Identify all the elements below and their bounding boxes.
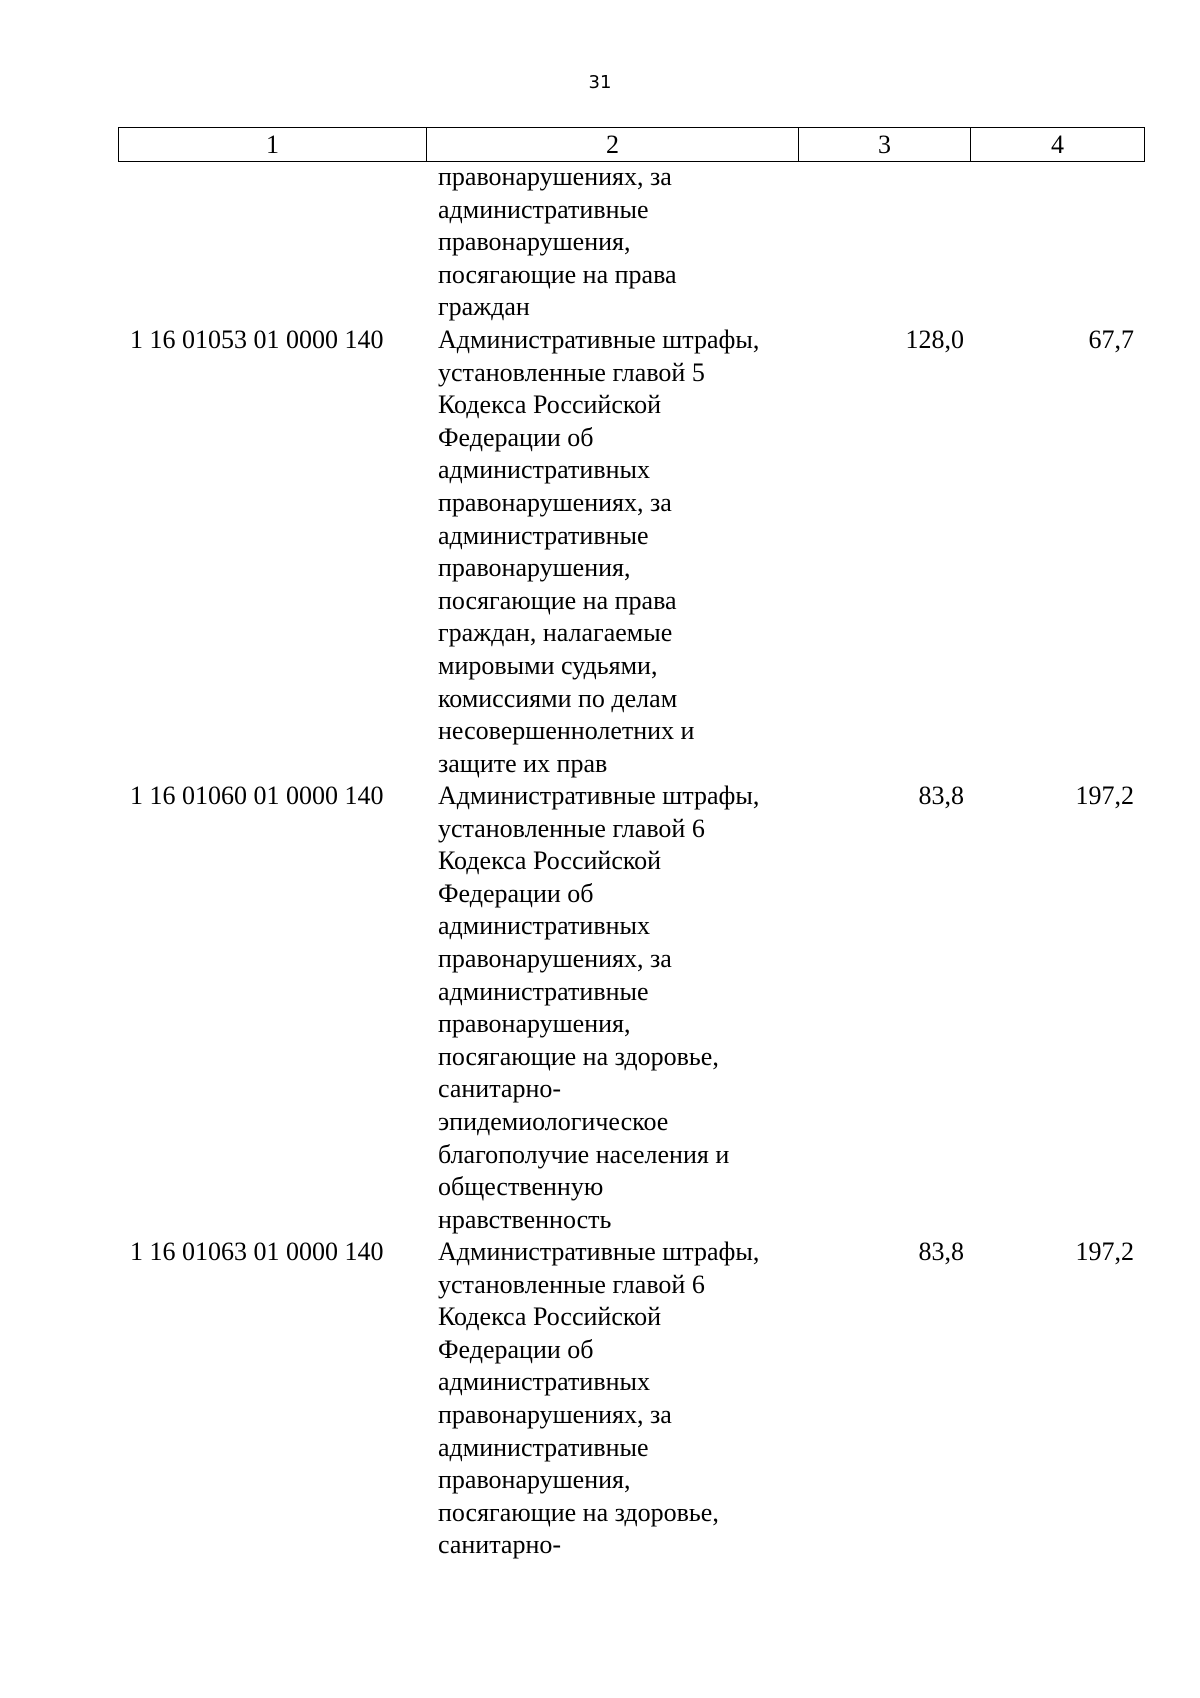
desc-line: несовершеннолетних и — [438, 716, 695, 746]
desc-line: правонарушениях, за — [438, 487, 672, 517]
desc-line: административных — [438, 1367, 650, 1397]
row-description — [438, 324, 838, 780]
desc-line: граждан — [438, 292, 530, 322]
desc-line: Федерации об — [438, 422, 594, 452]
desc-line: правонарушениях, за — [438, 162, 672, 191]
desc-line: посягающие на здоровье, — [438, 1497, 719, 1527]
desc-line: установленные главой 5 — [438, 357, 705, 387]
row-description — [438, 1236, 838, 1562]
row-value-3: 128,0 — [905, 325, 964, 354]
desc-line: административных — [438, 911, 650, 941]
desc-line: Административные штрафы, — [438, 781, 760, 810]
desc-line: защите их прав — [438, 748, 608, 778]
page-number: 31 — [588, 72, 612, 93]
column-header-1: 1 — [119, 128, 427, 162]
desc-line: административные — [438, 1432, 649, 1462]
row-code: 1 16 01060 01 0000 140 — [130, 781, 384, 810]
desc-line: правонарушения, — [438, 1465, 631, 1495]
row-value-3: 83,8 — [918, 781, 964, 810]
desc-line: благополучие населения и — [438, 1139, 730, 1169]
column-header-4: 4 — [971, 128, 1145, 162]
row-code: 1 16 01053 01 0000 140 — [130, 325, 384, 354]
desc-line: посягающие на права — [438, 585, 677, 615]
continuation-description — [438, 161, 838, 324]
desc-line: общественную — [438, 1172, 604, 1202]
desc-line: посягающие на здоровье, — [438, 1041, 719, 1071]
desc-line: административные — [438, 976, 649, 1006]
row-code: 1 16 01063 01 0000 140 — [130, 1237, 384, 1266]
row-description — [438, 780, 838, 1236]
desc-line: правонарушения, — [438, 553, 631, 583]
column-header-3: 3 — [799, 128, 971, 162]
table-header — [118, 127, 1145, 162]
row-value-3: 83,8 — [918, 1237, 964, 1266]
desc-line: правонарушениях, за — [438, 943, 672, 973]
desc-line: Кодекса Российской — [438, 1302, 662, 1332]
row-value-4: 197,2 — [1075, 1237, 1134, 1266]
desc-line: Кодекса Российской — [438, 390, 662, 420]
desc-line: административных — [438, 455, 650, 485]
desc-line: санитарно- — [438, 1530, 562, 1560]
desc-line: правонарушения, — [438, 1009, 631, 1039]
desc-line: эпидемиологическое — [438, 1106, 669, 1136]
row-value-4: 67,7 — [1088, 325, 1134, 354]
desc-line: нравственность — [438, 1204, 612, 1234]
desc-line: правонарушениях, за — [438, 1399, 672, 1429]
desc-line: Кодекса Российской — [438, 846, 662, 876]
desc-line: мировыми судьями, — [438, 650, 658, 680]
desc-line: посягающие на права — [438, 259, 677, 289]
desc-line: установленные главой 6 — [438, 1269, 705, 1299]
desc-line: граждан, налагаемые — [438, 618, 673, 648]
row-value-4: 197,2 — [1075, 781, 1134, 810]
desc-line: административные — [438, 194, 649, 224]
desc-line: Административные штрафы, — [438, 325, 760, 354]
desc-line: санитарно- — [438, 1074, 562, 1104]
desc-line: административные — [438, 520, 649, 550]
column-header-2: 2 — [427, 128, 799, 162]
desc-line: комиссиями по делам — [438, 683, 678, 713]
desc-line: Федерации об — [438, 1334, 594, 1364]
desc-line: установленные главой 6 — [438, 813, 705, 843]
desc-line: правонарушения, — [438, 227, 631, 257]
desc-line: Федерации об — [438, 878, 594, 908]
desc-line: Административные штрафы, — [438, 1237, 760, 1266]
